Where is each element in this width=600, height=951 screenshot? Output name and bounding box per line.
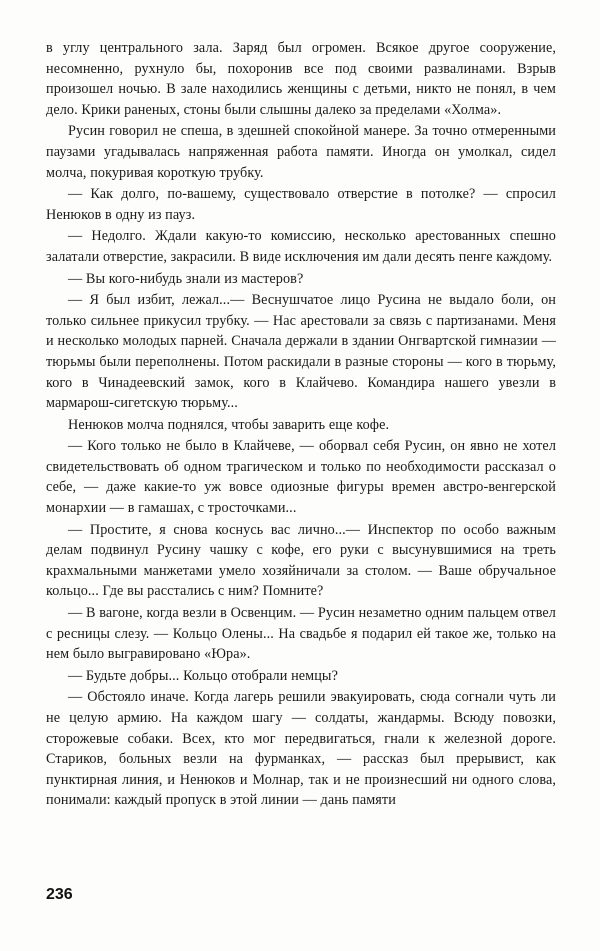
paragraph: — Будьте добры... Кольцо отобрали немцы?	[68, 667, 338, 684]
paragraph: в углу центрального зала. Заряд был огромен. Всякое другое сооружение, несомненно, рухнуло бы, похоронив все под своими развалинами. Взрыв произошел ночью. В зале находились женщины с детьми, никто не понял, в чем дело. Крики раненых, стоны были слышны далеко за пределами «Холма».	[46, 40, 556, 118]
paragraph: — Простите, я снова коснусь вас лично...— Инспектор по особо важным делам подвинул Русину чашку с кофе, его руки с высунувшимися на треть крахмальными манжетами умело хозяйничали за столом. — Ваше обручальное кольцо... Где вы расстались с ним? Помните?	[46, 521, 556, 600]
paragraph: Русин говорил не спеша, в здешней спокойной манере. За точно отмеренными паузами угадывалась напряженная работа памяти. Иногда он умолкал, сидел молча, покуривая короткую трубку.	[46, 123, 556, 181]
paragraph: — Я был избит, лежал...— Веснушчатое лицо Русина не выдало боли, он только сильнее прикусил трубку. — Нас арестовали за связь с партизанами. Меня и несколько молодых парней. Сначала держали в здании Онгвартской гимназии — тюрьмы были переполнены. Потом раскидали в разные стороны — кого в тюрьму, кого в Чинадеевский замок, кого в Клайчево. Командира нашего увезли в мармарош-сигетскую тюрьму...	[46, 292, 556, 412]
page-number: 236	[46, 886, 73, 903]
paragraph: — Как долго, по-вашему, существовало отверстие в потолке? — спросил Ненюков в одну из пауз.	[46, 186, 556, 223]
paragraph: Ненюков молча поднялся, чтобы заварить еще кофе.	[68, 416, 390, 433]
paragraph: — В вагоне, когда везли в Освенцим. — Русин незаметно одним пальцем отвел с ресницы слезу. — Кольцо Олены... На свадьбе я подарил ей такое же, только на нем было выгравировано «Юра».	[46, 605, 556, 663]
page-text	[46, 38, 556, 812]
paragraph: — Вы кого-нибудь знали из мастеров?	[68, 270, 304, 287]
paragraph: — Обстояло иначе. Когда лагерь решили эвакуировать, сюда согнали чуть ли не целую армию. На каждом шагу — солдаты, жандармы. Всюду повозки, сторожевые собаки. Всех, кто мог передвигаться, гнали к железной дороге. Стариков, больных везли на фурманках, — рассказ был прерывист, как пунктирная линия, и Ненюков и Молнар, так и не произнесший ни одного слова, понимали: каждый пропуск в этой линии — дань памяти	[46, 689, 556, 809]
paragraph: — Недолго. Ждали какую-то комиссию, несколько арестованных спешно залатали отверстие, закрасили. В виде исключения им дали десять пенге каждому.	[46, 228, 556, 265]
paragraph: — Кого только не было в Клайчеве, — оборвал себя Русин, он явно не хотел свидетельствовать об одном трагическом и только по необходимости рассказал о себе, — даже какие-то уж вовсе одиозные фигуры времен австро-венгерской монархии — в гамашах, с тросточками...	[46, 438, 556, 517]
